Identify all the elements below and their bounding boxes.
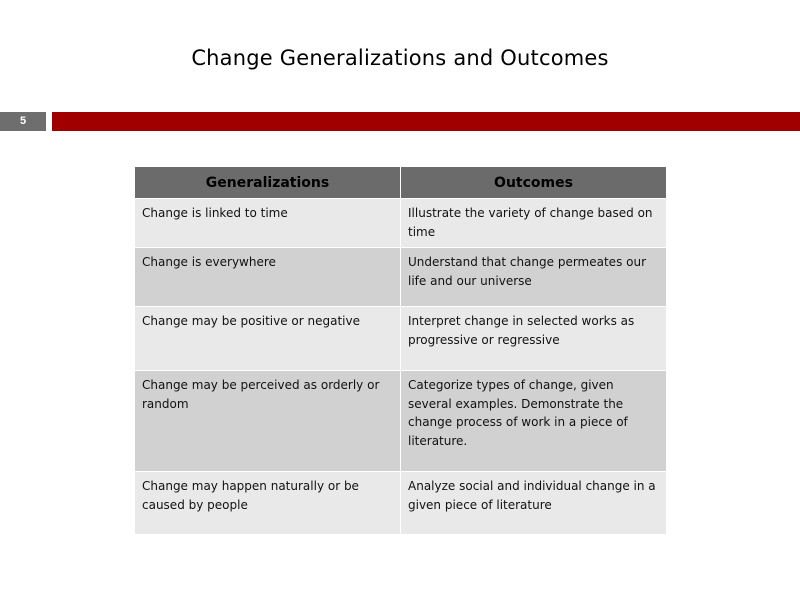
outcome-cell: Understand that change permeates our life and our universe	[401, 248, 667, 307]
table-row	[135, 199, 667, 248]
outcome-cell: Illustrate the variety of change based on time	[401, 199, 667, 248]
outcome-cell: Categorize types of change, given several examples. Demonstrate the change process of work in a piece of literature.	[401, 371, 667, 472]
table-row	[135, 371, 667, 472]
generalizations-table	[134, 166, 667, 535]
table-row	[135, 472, 667, 535]
header-generalizations: Generalizations	[135, 167, 401, 199]
generalization-cell: Change may happen naturally or be caused by people	[135, 472, 401, 535]
generalization-cell: Change may be positive or negative	[135, 307, 401, 371]
slide-number: 5	[0, 112, 46, 131]
outcome-cell: Interpret change in selected works as progressive or regressive	[401, 307, 667, 371]
outcome-cell: Analyze social and individual change in a given piece of literature	[401, 472, 667, 535]
table-row	[135, 248, 667, 307]
table-row	[135, 307, 667, 371]
header-outcomes: Outcomes	[401, 167, 667, 199]
generalization-cell: Change may be perceived as orderly or random	[135, 371, 401, 472]
table-header-row	[135, 167, 667, 199]
slide-title: Change Generalizations and Outcomes	[191, 46, 609, 70]
generalization-cell: Change is everywhere	[135, 248, 401, 307]
generalization-cell: Change is linked to time	[135, 199, 401, 248]
accent-bar	[52, 112, 800, 131]
